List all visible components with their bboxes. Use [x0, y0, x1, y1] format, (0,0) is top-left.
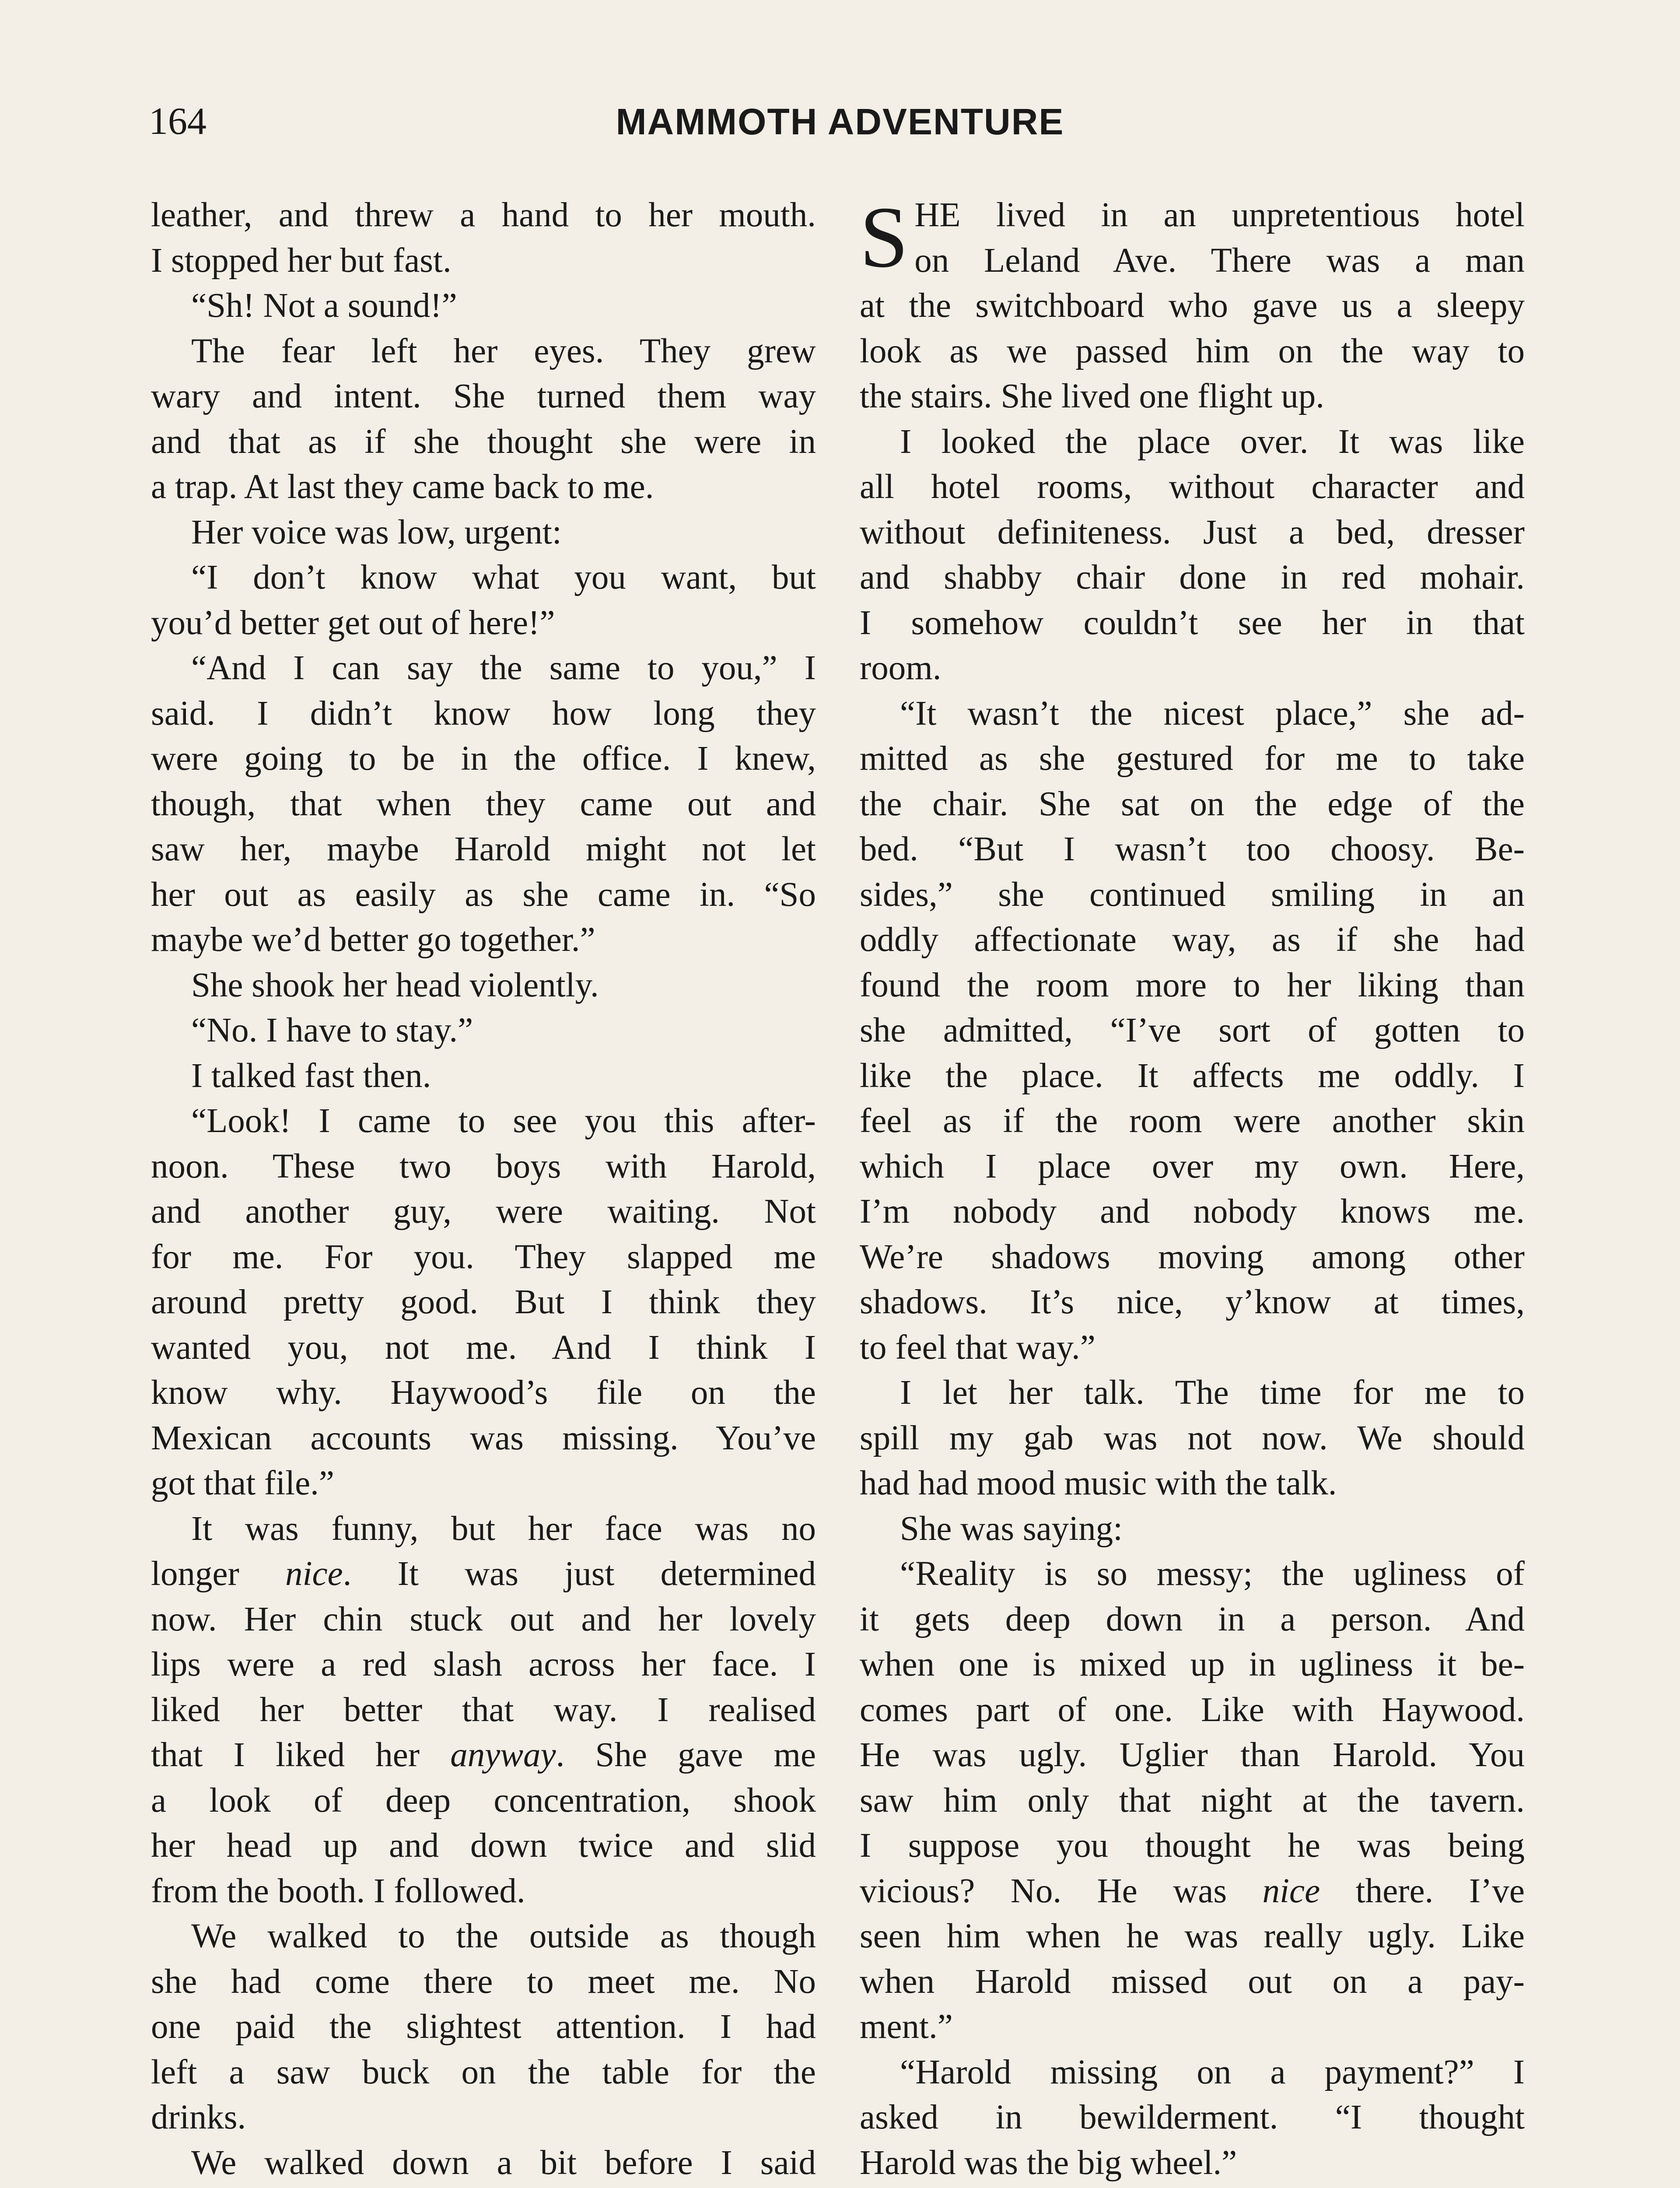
drop-cap: S	[860, 189, 909, 286]
text-line: you’d better get out of here!”	[151, 603, 555, 642]
text-line	[860, 2185, 1525, 2188]
text-line: like the place. It affects me oddly. I	[860, 1056, 1525, 1095]
text-line: oddly affectionate way, as if she had	[860, 921, 1525, 959]
text-line: she had come there to meet me. No	[151, 1962, 816, 2001]
text-line: I talked fast then.	[191, 1056, 431, 1095]
text-line: “Reality is so messy; the ugliness of	[900, 1555, 1525, 1593]
text-line: noon. These two boys with Harold,	[151, 1147, 816, 1185]
text-line: her head up and down twice and slid	[151, 1827, 816, 1865]
text-line: “I don’t know what you want, but	[191, 558, 816, 596]
text-line: for me. For you. They slapped me	[151, 1238, 816, 1276]
text-line: all hotel rooms, without character and	[860, 468, 1525, 506]
text-line: I somehow couldn’t see her in that	[860, 603, 1525, 642]
text-line: longer nice. It was just determined	[151, 1555, 816, 1593]
text-line: “Harold missing on a payment?” I	[900, 2053, 1525, 2091]
text-line: mitted as she gestured for me to take	[860, 740, 1525, 778]
text-line: “No. I have to stay.”	[191, 1011, 473, 1049]
text-line: from the booth. I followed.	[151, 1872, 525, 1910]
text-line: I looked the place over. It was like	[900, 422, 1525, 461]
text-line: and shabby chair done in red mohair.	[860, 558, 1525, 596]
text-line: We walked down a bit before I said	[191, 2143, 816, 2182]
text-line: now. Her chin stuck out and her lovely	[151, 1600, 816, 1638]
text-line: liked her better that way. I realised	[151, 1690, 816, 1729]
text-line: saw her, maybe Harold might not let	[151, 830, 816, 868]
text-line: she admitted, “I’ve sort of gotten to	[860, 1011, 1525, 1049]
text-line: one paid the slightest attention. I had	[151, 2008, 816, 2046]
text-line: a look of deep concentration, shook	[151, 1781, 816, 1820]
text-line: her out as easily as she came in. “So	[151, 875, 816, 914]
text-line: had had mood music with the talk.	[860, 1464, 1337, 1502]
text-line: when Harold missed out on a pay-	[860, 1962, 1525, 2001]
left-column	[151, 193, 816, 2188]
text-line: room.	[860, 649, 942, 687]
text-line: He was ugly. Uglier than Harold. You	[860, 1736, 1525, 1774]
text-line: lips were a red slash across her face. I	[151, 1645, 816, 1683]
text-line: The fear left her eyes. They grew	[191, 332, 816, 370]
text-line: wary and intent. She turned them way	[151, 377, 816, 415]
page-number: 164	[149, 100, 206, 143]
running-title: MAMMOTH ADVENTURE	[616, 101, 1064, 142]
text-line: and that as if she thought she were in	[151, 422, 816, 461]
text-line: maybe we’d better go together.”	[151, 921, 595, 959]
text-line: ment.”	[860, 2008, 953, 2046]
text-line: drinks.	[151, 2098, 246, 2136]
text-line: “And I can say the same to you,” I	[191, 649, 816, 687]
text-line: “Sh! Not a sound!”	[191, 287, 457, 325]
text-line: HE lived in an unpretentious hotel	[914, 196, 1525, 234]
text-line: that I liked her anyway. She gave me	[151, 1736, 816, 1774]
text-line: Her voice was low, urgent:	[191, 513, 562, 551]
text-line: sides,” she continued smiling in an	[860, 875, 1525, 914]
text-line: to feel that way.”	[860, 1328, 1096, 1367]
text-line: the stairs. She lived one flight up.	[860, 377, 1324, 415]
text-line: and another guy, were waiting. Not	[151, 1192, 816, 1231]
text-line: left a saw buck on the table for the	[151, 2053, 816, 2091]
text-line: know why. Haywood’s file on the	[151, 1374, 816, 1412]
text-line: comes part of one. Like with Haywood.	[860, 1690, 1525, 1729]
text-line: leather, and threw a hand to her mouth.	[151, 196, 816, 234]
text-line: “It wasn’t the nicest place,” she ad-	[900, 694, 1525, 733]
text-line	[151, 2185, 816, 2188]
text-line: were going to be in the office. I knew,	[151, 740, 816, 778]
text-line: wanted you, not me. And I think I	[151, 1328, 816, 1367]
text-line: She shook her head violently.	[191, 966, 599, 1004]
text-line: I’m nobody and nobody knows me.	[860, 1192, 1525, 1231]
text-line: got that file.”	[151, 1464, 334, 1502]
text-line: found the room more to her liking than	[860, 966, 1525, 1004]
text-line: “Look! I came to see you this after-	[191, 1102, 816, 1140]
text-line: We’re shadows moving among other	[860, 1238, 1525, 1276]
text-line: seen him when he was really ugly. Like	[860, 1917, 1525, 1955]
text-line: on Leland Ave. There was a man	[914, 241, 1525, 280]
text-line: Mexican accounts was missing. You’ve	[151, 1419, 816, 1457]
text-line: when one is mixed up in ugliness it be-	[860, 1645, 1525, 1683]
text-line: a trap. At last they came back to me.	[151, 468, 654, 506]
text-line: vicious? No. He was nice there. I’ve	[860, 1872, 1525, 1910]
text-line: shadows. It’s nice, y’know at times,	[860, 1283, 1525, 1321]
text-line: which I place over my own. Here,	[860, 1147, 1525, 1185]
text-line: spill my gab was not now. We should	[860, 1419, 1525, 1457]
right-column	[860, 189, 1525, 2188]
text-line: without definiteness. Just a bed, dresser	[860, 513, 1525, 551]
text-line: at the switchboard who gave us a sleepy	[860, 287, 1525, 325]
text-line: it gets deep down in a person. And	[860, 1600, 1525, 1638]
text-line: around pretty good. But I think they	[151, 1283, 816, 1321]
text-line: It was funny, but her face was no	[191, 1509, 816, 1548]
text-line: I stopped her but fast.	[151, 241, 452, 280]
text-line: asked in bewilderment. “I thought	[860, 2098, 1525, 2136]
text-line: bed. “But I wasn’t too choosy. Be-	[860, 830, 1525, 868]
text-line: feel as if the room were another skin	[860, 1102, 1525, 1140]
text-line: She was saying:	[900, 1509, 1123, 1548]
text-line: I let her talk. The time for me to	[900, 1374, 1525, 1412]
text-line: the chair. She sat on the edge of the	[860, 785, 1525, 823]
text-line: I suppose you thought he was being	[860, 1827, 1525, 1865]
text-line: look as we passed him on the way to	[860, 332, 1525, 370]
text-line: though, that when they came out and	[151, 785, 816, 823]
text-line: We walked to the outside as though	[191, 1917, 816, 1955]
text-line: saw him only that night at the tavern.	[860, 1781, 1525, 1820]
text-line: said. I didn’t know how long they	[151, 694, 816, 733]
text-line: Harold was the big wheel.”	[860, 2143, 1237, 2182]
